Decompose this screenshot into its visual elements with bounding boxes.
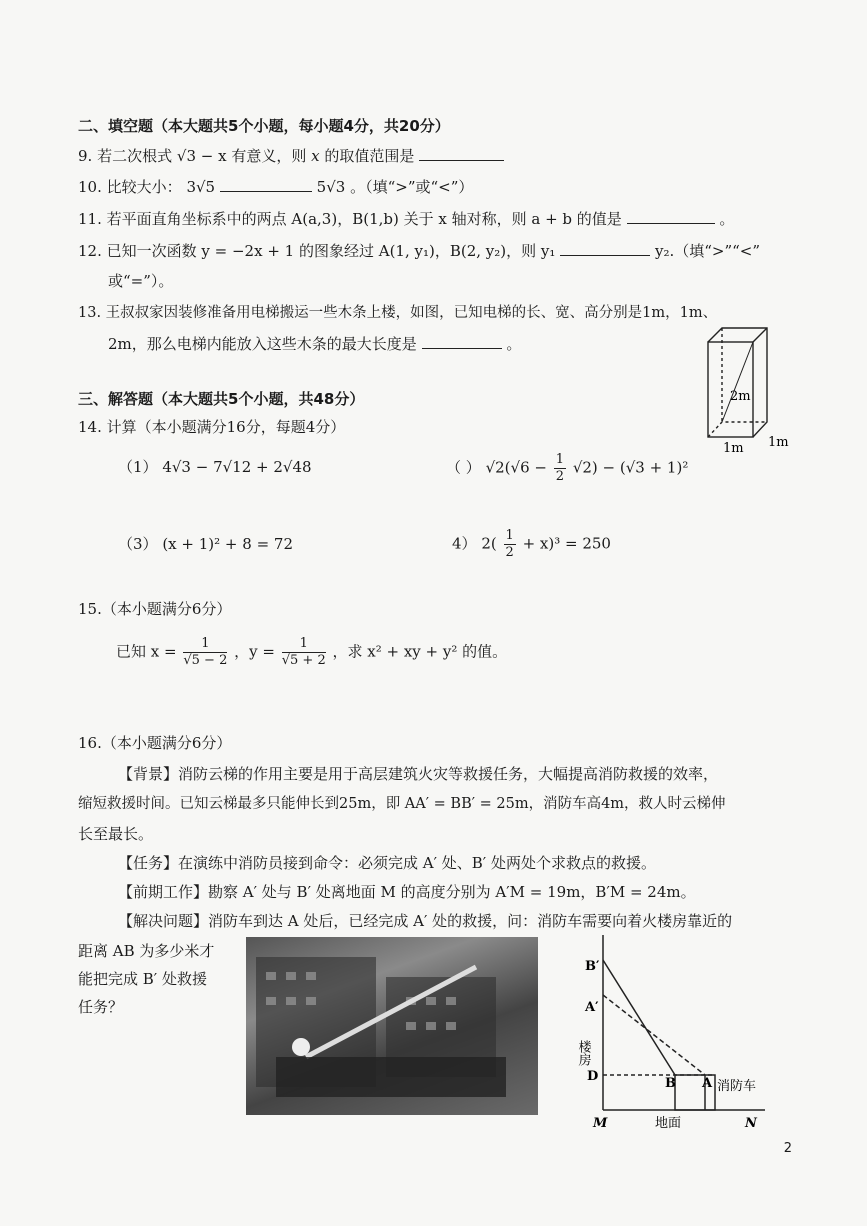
fire-ladder-diagram [575,935,775,1135]
q13-answer-blank [422,334,502,349]
q14-p4-fraction: $\frac{1}{2}$ [505,528,514,560]
q9-number: 9. [78,147,93,165]
q14-title: 14. 计算（本小题满分16分，每题4分） [78,418,346,436]
ladder-bb-prime [603,960,675,1075]
q15-x-fraction: $\frac{1}{√5 - 2}$ [183,636,228,668]
q16-background-3: 长至最长。 [78,825,154,843]
photo-platform [292,1038,310,1056]
label-a: A [702,1076,713,1091]
box-height-label: 2m [730,389,751,404]
q16-background-1: 【背景】消防云梯的作用主要是用于高层建筑火灾等救援任务，大幅提高消防救援的效率， [118,765,719,783]
label-m: M [593,1116,608,1131]
box-depth-label: 1m [768,435,789,450]
box-top-edge [753,328,767,342]
q12-answer-blank [560,241,650,256]
label-building: 楼房 [575,1040,591,1066]
section-3-title: 三、解答题（本大题共5个小题，共48分） [78,390,365,408]
q9-answer-blank [419,146,504,161]
label-b: B [665,1076,676,1091]
q15-title: 15.（本小题满分6分） [78,600,232,618]
q16-task: 【任务】在演练中消防员接到命令：必须完成 A′ 处、B′ 处两处个求救点的救援。 [118,854,656,872]
fire-ladder-photo [246,937,538,1115]
question-11: 11. 若平面直角坐标系中的两点 A(a,3)，B(1,b) 关于 x 轴对称，则 a + b 的值是 。 [78,210,735,228]
q16-title: 16.（本小题满分6分） [78,734,232,752]
question-12-cont: 或“=”）。 [108,272,174,290]
q14-p2-fraction: $\frac{1}{2}$ [555,452,565,484]
q14-part-1: （1） 4√3 − 7√12 + 2√48 [118,458,312,476]
ladder-aa-prime [603,995,705,1075]
fire-ladder-photo-sketch [246,937,538,1115]
q16-background-2: 缩短救援时间。已知云梯最多只能伸长到25m，即 AA′ = BB′ = 25m，消防车高4m，救人时云梯伸 [78,796,726,812]
q16-prep: 【前期工作】勘察 A′ 处与 B′ 处离地面 M 的高度分别为 A′M = 19m，B′M = 24m。 [118,883,696,901]
label-b-prime: B′ [585,959,600,974]
question-9: 9. 若二次根式 √3 − x 有意义，则 x 的取值范围是 [78,145,504,167]
q16-solve: 【解决问题】消防车到达 A 处后，已经完成 A′ 处的救援，问：消防车需要向着火楼房靠近的 [118,912,733,930]
label-ground: 地面 [655,1116,682,1131]
page-number: 2 [783,1141,792,1156]
question-13: 13. 王叔叔家因装修准备用电梯搬运一些木条上楼，如图，已知电梯的长、宽、高分别是1m，1m、 [78,305,718,321]
box-hidden-edges [708,422,767,437]
question-12: 12. 已知一次函数 y = −2x + 1 的图象经过 A(1, y₁)，B(2, y₂)，则 y₁ y₂.（填“>”“<” [78,242,761,260]
label-n: N [745,1116,757,1131]
q14-part-2: （ ） √2(√6 − $\frac{1}{2}$ √2) − (√3 + 1)² [446,452,689,484]
photo-truck [276,1057,506,1097]
section-2-title: 二、填空题（本大题共5个小题，每小题4分，共20分） [78,117,450,135]
q16-question-b: 能把完成 B′ 处救援 [78,970,207,988]
q14-part-3: （3） (x + 1)² + 8 = 72 [118,535,293,553]
label-truck: 消防车 [717,1079,757,1094]
q16-question-c: 任务？ [78,998,124,1016]
question-10: 10. 比较大小： 3√5 5√3 。（填“>”或“<”） [78,178,474,196]
q15-body: 已知 x = $\frac{1}{√5 - 2}$ ，y = $\frac{1}{√5 + 2}$ ，求 x² + xy + y² 的值。 [116,636,508,668]
elevator-box-figure [690,322,795,457]
box-width-label: 1m [723,441,744,456]
q11-answer-blank [627,209,715,224]
q16-question-a: 距离 AB 为多少米才 [78,942,215,960]
box-diagonal [722,342,753,422]
q15-y-fraction: $\frac{1}{√5 + 2}$ [281,636,326,668]
q10-answer-blank [220,177,312,192]
q14-part-4: 4） 2( $\frac{1}{2}$ + x)³ = 250 [452,528,611,560]
question-13-cont: 2m，那么电梯内能放入这些木条的最大长度是 。 [108,335,522,353]
label-d: D [587,1069,599,1084]
label-a-prime: A′ [585,1000,599,1015]
